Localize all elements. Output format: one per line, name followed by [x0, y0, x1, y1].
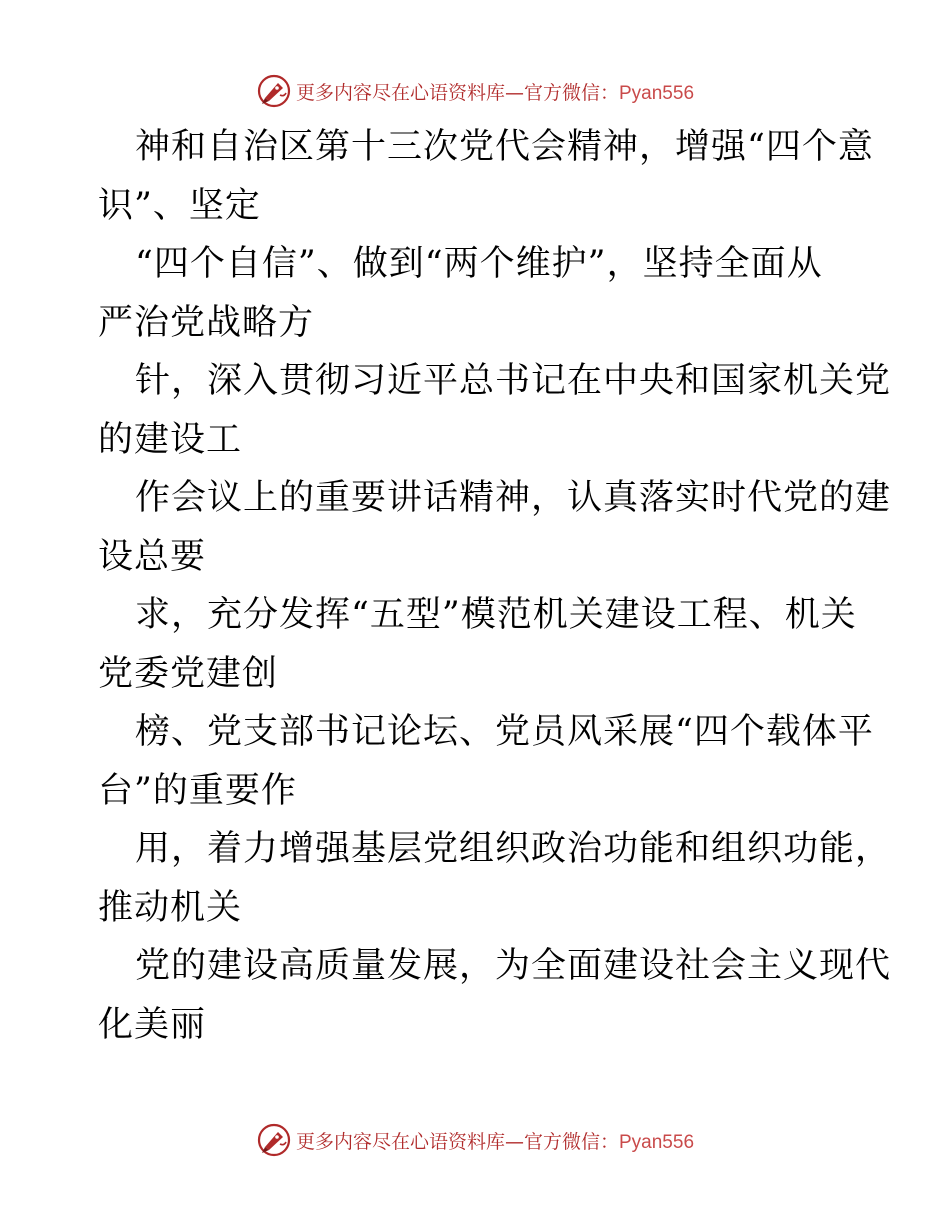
- body-line: 设总要: [98, 536, 207, 577]
- body-line: 党委党建创: [98, 653, 279, 694]
- body-line: 识”、坚定: [98, 185, 261, 226]
- footer-watermark-inner: [256, 1122, 694, 1158]
- body-line: 针，深入贯彻习近平总书记在中央和国家机关党: [135, 361, 892, 401]
- watermark-label: 更多内容尽在心语资料库—官方微信：: [295, 1130, 619, 1153]
- footer-watermark: [0, 1120, 950, 1160]
- header-watermark-inner: [256, 73, 694, 109]
- pen-nib-logo-icon: [256, 73, 292, 109]
- document-body: [98, 118, 892, 1054]
- footer-watermark-text: [296, 1127, 694, 1154]
- body-line: 党的建设高质量发展，为全面建设社会主义现代: [135, 946, 892, 986]
- body-line: 化美丽: [98, 1004, 207, 1045]
- watermark-wechat-id: Pyan556: [619, 82, 695, 104]
- body-line: 严治党战略方: [98, 302, 315, 343]
- header-watermark-text: [296, 78, 694, 105]
- watermark-label: 更多内容尽在心语资料库—官方微信：: [295, 81, 619, 104]
- body-line: 作会议上的重要讲话精神，认真落实时代党的建: [135, 478, 892, 518]
- body-line: 求，充分发挥“五型”模范机关建设工程、机关: [135, 595, 857, 635]
- pen-nib-logo-icon: [256, 1122, 292, 1158]
- body-line: 的建设工: [98, 419, 243, 460]
- body-line: 神和自治区第十三次党代会精神，增强“四个意: [135, 127, 874, 167]
- body-line: 推动机关: [98, 887, 243, 928]
- body-line: 台”的重要作: [98, 770, 297, 811]
- header-watermark: [0, 71, 950, 111]
- body-line: “四个自信”、做到“两个维护”，坚持全面从: [135, 244, 823, 284]
- body-line: 用，着力增强基层党组织政治功能和组织功能，: [135, 829, 892, 869]
- body-line: 榜、党支部书记论坛、党员风采展“四个载体平: [135, 712, 874, 752]
- watermark-wechat-id: Pyan556: [619, 1131, 695, 1153]
